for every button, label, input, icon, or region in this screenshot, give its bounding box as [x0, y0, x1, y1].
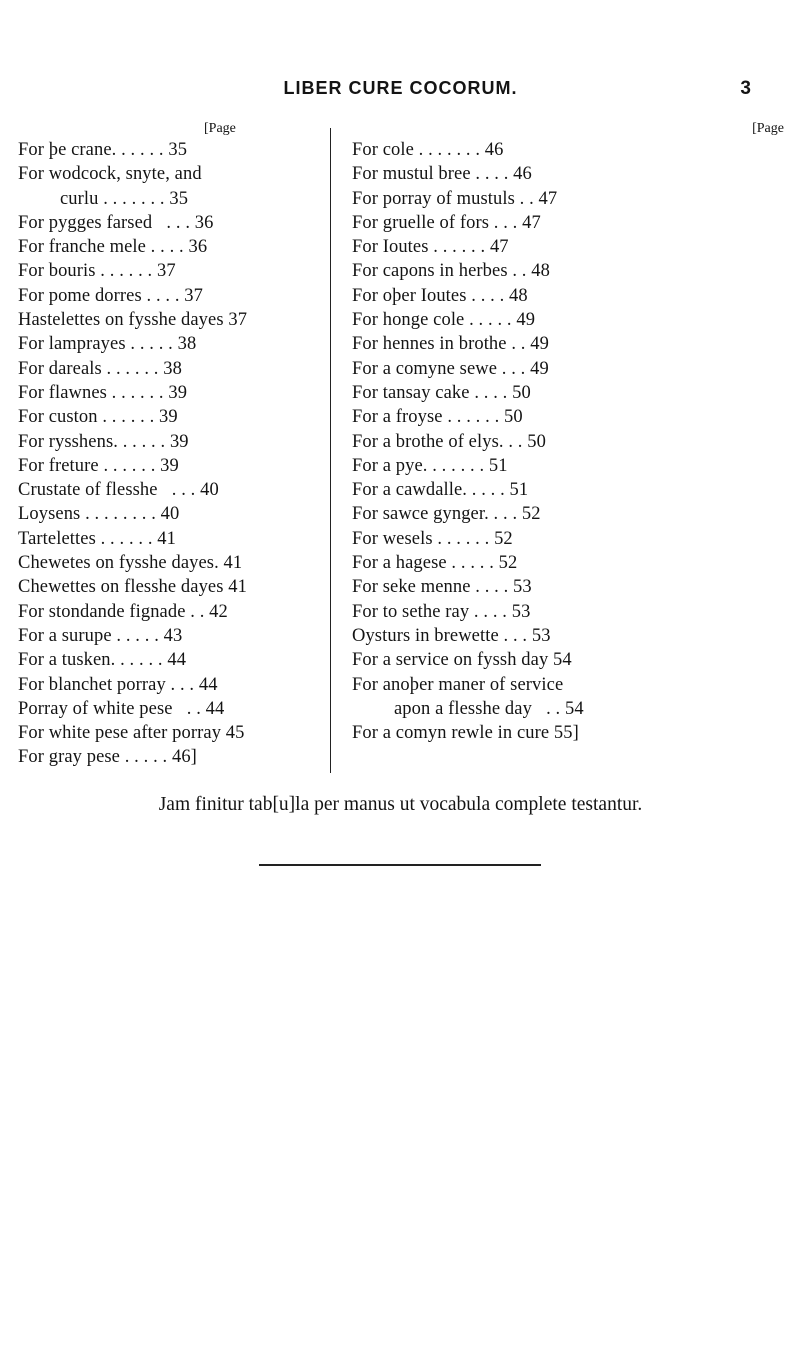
toc-entry: For cole . . . . . . . 46 [352, 140, 504, 160]
toc-entry: For freture . . . . . . 39 [18, 455, 179, 476]
toc-entry: For a froyse . . . . . . 50 [352, 407, 523, 428]
toc-entry: For white pese after porray 45 [18, 723, 245, 744]
toc-entry: Crustate of flesshe . . . 40 [18, 480, 219, 501]
toc-entry: For a brothe of elys. . . 50 [352, 431, 546, 452]
page-number: 3 [740, 78, 751, 99]
toc-entry: Chewettes on flesshe dayes 41 [18, 577, 247, 598]
toc-entry: For pome dorres . . . . 37 [18, 285, 204, 306]
toc-entry: For pygges farsed . . . 36 [18, 212, 214, 233]
toc-entry: For lamprayes . . . . . 38 [18, 334, 197, 355]
toc-entry: For wodcock, snyte, and [18, 164, 202, 185]
toc-entry: For Ioutes . . . . . . 47 [352, 237, 509, 258]
column-divider [330, 128, 331, 773]
toc-entry: For seke menne . . . . 53 [352, 577, 532, 598]
toc-entry: For oþer Ioutes . . . . 48 [352, 285, 528, 306]
page-column-label: [Page [204, 121, 236, 136]
toc-entry: For gruelle of fors . . . 47 [352, 212, 541, 233]
toc-entry: Loysens . . . . . . . . 40 [18, 504, 180, 525]
table-of-contents [0, 120, 801, 772]
right-column [352, 120, 784, 745]
running-head [0, 78, 801, 102]
toc-entry: For a pye. . . . . . . 51 [352, 455, 508, 476]
toc-entry: Hastelettes on fysshe dayes 37 [18, 310, 248, 331]
toc-entry: For a hagese . . . . . 52 [352, 553, 518, 574]
toc-entry: For capons in herbes . . 48 [352, 261, 550, 282]
end-rule [259, 864, 541, 866]
toc-entry: Tartelettes . . . . . . 41 [18, 528, 176, 549]
left-column [18, 120, 316, 770]
toc-entry: For anoþer maner of service [352, 674, 564, 695]
toc-entry: For a cawdalle. . . . . 51 [352, 480, 529, 501]
running-title: LIBER CURE COCORUM. [283, 78, 518, 98]
toc-entry: For mustul bree . . . . 46 [352, 164, 532, 185]
toc-entry: For flawnes . . . . . . 39 [18, 382, 188, 403]
toc-entry: Porray of white pese . . 44 [18, 698, 225, 719]
closing-line: Jam finitur tab[u]la per manus ut vocabula complete testantur. [158, 794, 643, 815]
page-column-label: [Page [752, 121, 784, 136]
left-entry-list [18, 138, 316, 770]
toc-entry: For to sethe ray . . . . 53 [352, 601, 531, 622]
toc-entry: For þe crane. . . . . . 35 [18, 140, 188, 160]
toc-entry: For hennes in brothe . . 49 [352, 334, 549, 355]
toc-entry: For a surupe . . . . . 43 [18, 625, 183, 646]
toc-entry: For franche mele . . . . 36 [18, 237, 208, 258]
toc-entry: For rysshens. . . . . . 39 [18, 431, 189, 452]
toc-entry: Chewetes on fysshe dayes. 41 [18, 553, 243, 574]
toc-entry: For a service on fyssh day 54 [352, 650, 572, 671]
toc-entry: For honge cole . . . . . 49 [352, 310, 536, 331]
toc-entry: For custon . . . . . . 39 [18, 407, 178, 428]
toc-entry: For bouris . . . . . . 37 [18, 261, 176, 282]
right-entry-list [352, 138, 784, 745]
toc-entry: For a comyne sewe . . . 49 [352, 358, 549, 379]
toc-entry: For blanchet porray . . . 44 [18, 674, 218, 695]
toc-entry: Oysturs in brewette . . . 53 [352, 625, 551, 646]
toc-entry: For a comyn rewle in cure 55] [352, 723, 579, 744]
toc-entry: For wesels . . . . . . 52 [352, 528, 513, 549]
toc-entry: apon a flesshe day . . 54 [394, 698, 584, 719]
toc-entry: curlu . . . . . . . 35 [60, 188, 189, 209]
toc-entry: For gray pese . . . . . 46] [18, 747, 197, 768]
toc-entry: For stondande fignade . . 42 [18, 601, 228, 622]
toc-entry: For tansay cake . . . . 50 [352, 382, 531, 403]
toc-entry: For a tusken. . . . . . 44 [18, 650, 187, 671]
toc-entry: For porray of mustuls . . 47 [352, 188, 558, 209]
toc-entry: For dareals . . . . . . 38 [18, 358, 182, 379]
toc-entry: For sawce gynger. . . . 52 [352, 504, 541, 525]
